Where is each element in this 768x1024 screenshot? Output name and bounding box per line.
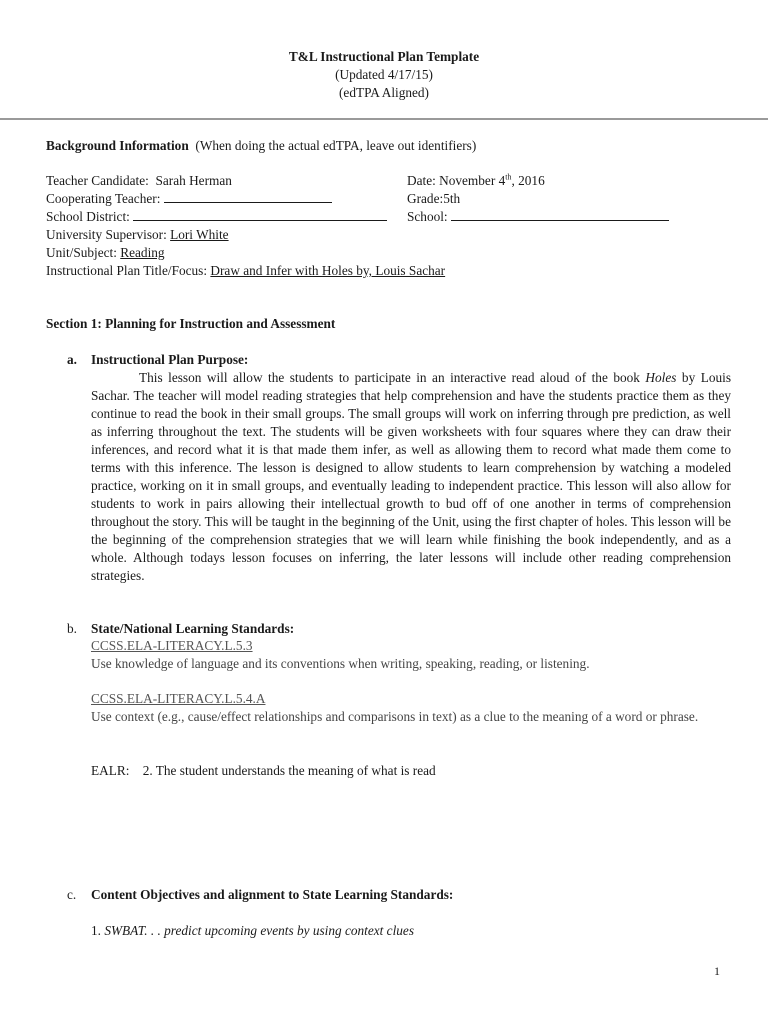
school-district-blank (133, 208, 387, 221)
unit-value: Reading (120, 245, 165, 260)
unit-label: Unit/Subject: (46, 245, 117, 260)
objective-1-text: SWBAT. . . predict upcoming events by using context clues (104, 923, 414, 938)
purpose-paragraph: This lesson will allow the students to participate in an interactive read aloud of the book Holes by Louis Sachar. The teacher will model reading strategies that help comprehension and have the students practice them as they continue to read the book in their small groups. The small groups will work on inferring through pre prediction, as well as inferring throughout the text. The students will be given worksheets with four squares where they can draw their inferences, and record what it is that made them infer, as well as allowing them to record what made them come to terms with this inference. The lesson is designed to allow students to learn comprehension by watching a modeled practice, working on it in small groups, and eventually leading to independent practice. This lesson will also allow for students to work in pairs allowing their intellectual growth to bud off of one another in terms of comprehension throughout the story. This will be taught in the beginning of the Unit, using the first chapter of holes. This lesson will be the beginning of the comprehension strategies that we will learn while finishing the book independently, and as a whole. Although todays lesson focuses on inferring, the later lessons will include other reading comprehension strategies. (91, 370, 731, 583)
section1-heading: Section 1: Planning for Instruction and Assessment (46, 316, 336, 331)
supervisor-label: University Supervisor: (46, 227, 167, 242)
plan-title-row (46, 262, 445, 280)
date-label: Date: (407, 173, 436, 188)
background-heading-row (46, 137, 476, 155)
teacher-candidate-label: Teacher Candidate: (46, 173, 149, 188)
school-label: School: (407, 209, 448, 224)
teacher-candidate-row (46, 172, 232, 190)
background-note: (When doing the actual edTPA, leave out identifiers) (195, 138, 477, 153)
cooperating-teacher-label: Cooperating Teacher: (46, 191, 161, 206)
objectives-heading: Content Objectives and alignment to State Learning Standards: (91, 887, 454, 902)
grade-label: Grade: (407, 191, 444, 206)
objective-1-row (91, 922, 414, 940)
grade-value: 5th (443, 191, 461, 206)
cooperating-teacher-row (46, 190, 332, 208)
document-aligned: (edTPA Aligned) (338, 85, 429, 100)
objective-1-number: 1. (91, 923, 101, 938)
standard1-text: Use knowledge of language and its conventions when writing, speaking, reading, or listening. (91, 656, 590, 671)
supervisor-row (46, 226, 229, 244)
standard2-code-link[interactable]: CCSS.ELA-LITERACY.L.5.4.A (91, 691, 266, 706)
ealr-label: EALR: (91, 763, 130, 778)
plan-title-label: Instructional Plan Title/Focus: (46, 263, 208, 278)
cooperating-teacher-blank (164, 190, 332, 203)
unit-row (46, 244, 165, 262)
standards-heading: State/National Learning Standards: (91, 621, 295, 636)
school-blank (451, 208, 669, 221)
background-heading: Background Information (46, 138, 189, 153)
item-a-marker: a. (67, 352, 77, 367)
ealr-row (91, 762, 436, 780)
supervisor-value: Lori White (170, 227, 229, 242)
standard2-text: Use context (e.g., cause/effect relationships and comparisons in text) as a clue to the meaning of a word or phrase. (91, 709, 699, 724)
header-divider (0, 118, 768, 120)
ealr-text: 2. The student understands the meaning of what is read (142, 763, 436, 778)
document-updated: (Updated 4/17/15) (335, 67, 433, 82)
page-number: 1 (714, 964, 720, 978)
purpose-heading: Instructional Plan Purpose: (91, 352, 249, 367)
school-district-row (46, 208, 387, 226)
date-row (407, 172, 545, 190)
school-row (407, 208, 669, 226)
item-b-marker: b. (67, 621, 77, 636)
document-title: T&L Instructional Plan Template (288, 49, 480, 64)
grade-row (407, 190, 460, 208)
plan-title-value: Draw and Infer with Holes by, Louis Sachar (210, 263, 446, 278)
standard1-code-link[interactable]: CCSS.ELA-LITERACY.L.5.3 (91, 638, 253, 653)
teacher-candidate-value: Sarah Herman (155, 173, 232, 188)
school-district-label: School District: (46, 209, 130, 224)
item-c-marker: c. (67, 887, 77, 902)
date-value: November 4th, 2016 (439, 172, 545, 188)
